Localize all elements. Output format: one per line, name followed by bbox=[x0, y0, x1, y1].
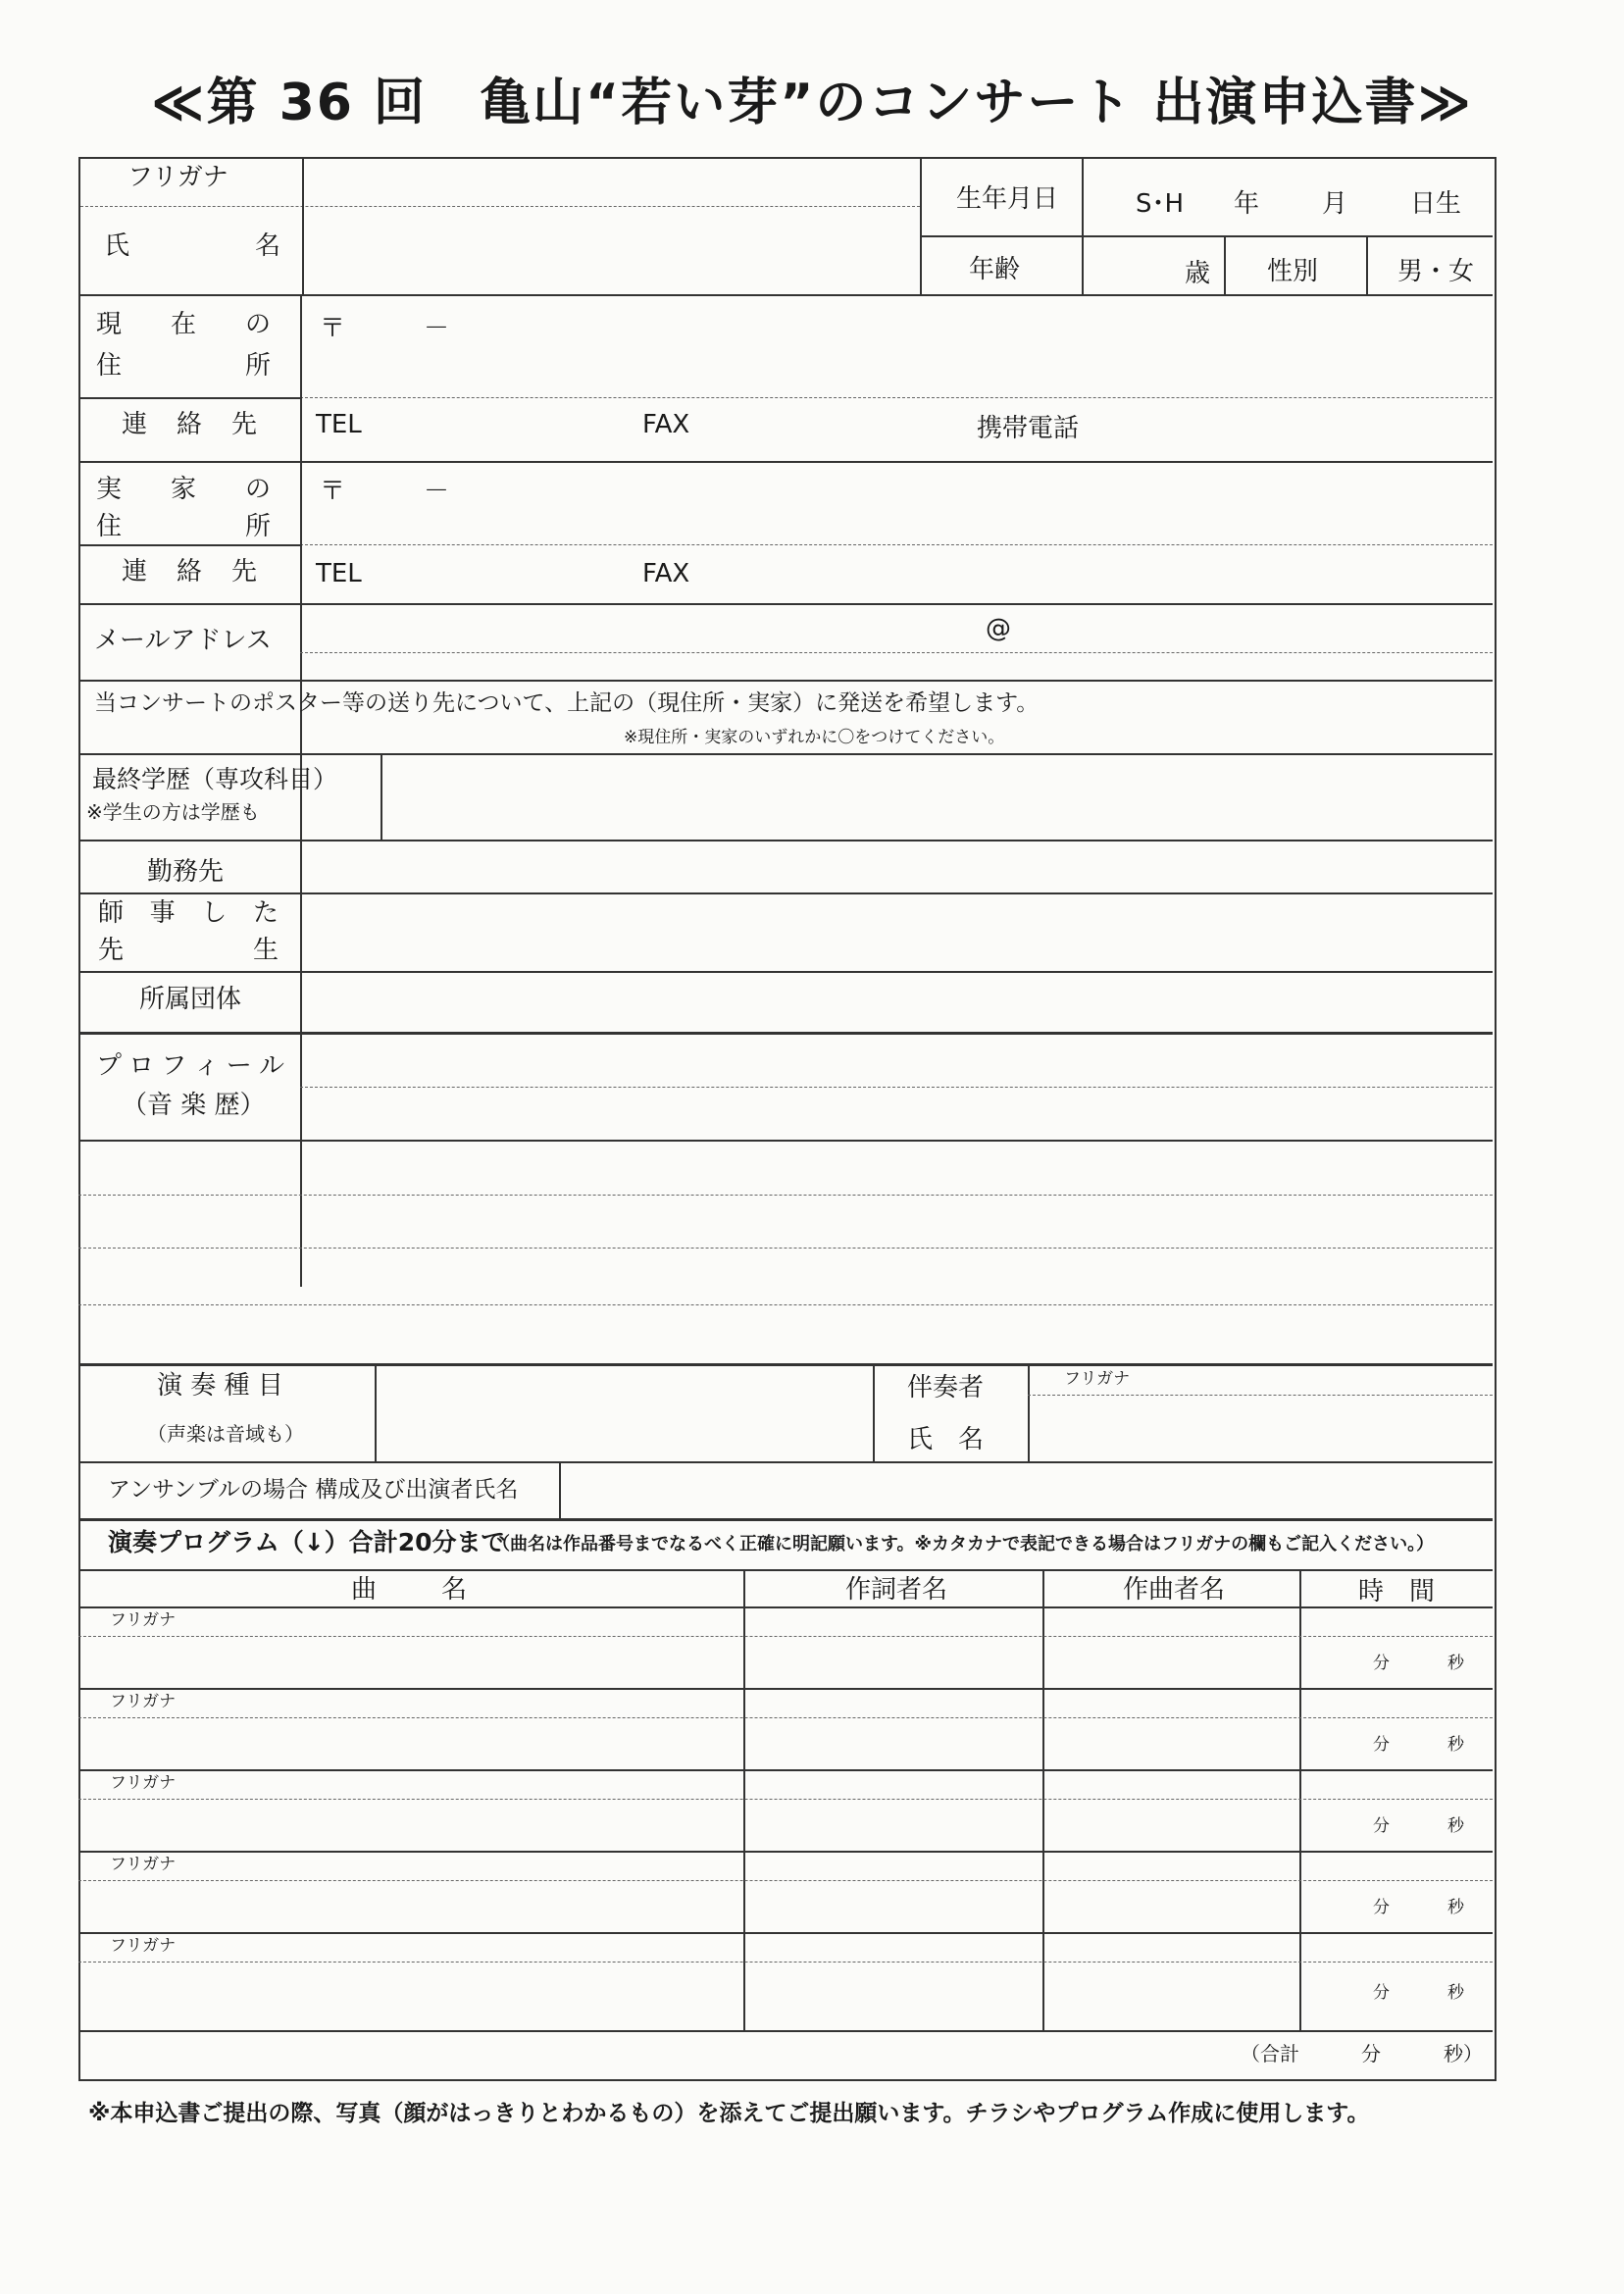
column-time-header: 時 間 bbox=[1358, 1577, 1436, 1606]
home-address-field[interactable] bbox=[314, 505, 1481, 544]
gender-options[interactable]: 男・女 bbox=[1397, 257, 1475, 286]
accompanist-furigana-label: フリガナ bbox=[1064, 1369, 1131, 1389]
program-row[interactable]: フリガナ 分 秒 bbox=[110, 1610, 1464, 1673]
group-label: 所属団体 bbox=[139, 985, 242, 1014]
home-postal-mark: 〒 bbox=[320, 477, 346, 506]
contact1-tel-label: TEL bbox=[316, 410, 362, 439]
program-row[interactable]: フリガナ 分 秒 bbox=[110, 1773, 1464, 1836]
email-label: メールアドレス bbox=[94, 626, 272, 655]
poster-destination-note: ※現住所・実家のいずれかに〇をつけてください。 bbox=[624, 728, 1005, 747]
birth-year-unit: 年 bbox=[1234, 189, 1260, 219]
education-label: 最終学歴（専攻科目） bbox=[92, 765, 338, 793]
birthdate-label: 生年月日 bbox=[956, 184, 1059, 214]
ensemble-field[interactable] bbox=[569, 1467, 1481, 1512]
program-heading-note: （曲名は作品番号までなるべく正確に明記願います。※カタカナで表記できる場合はフリガナの欄もご記入ください。） bbox=[492, 1534, 1435, 1555]
teacher-field[interactable] bbox=[314, 900, 1481, 965]
ensemble-label: アンサンブルの場合 構成及び出演者氏名 bbox=[108, 1477, 519, 1503]
gender-label: 性別 bbox=[1267, 257, 1319, 286]
contact2-fax-label: FAX bbox=[642, 559, 690, 588]
workplace-field[interactable] bbox=[314, 845, 1481, 889]
name-label: 氏 名 bbox=[104, 231, 280, 261]
teacher-label-top: 師 事 し た bbox=[98, 898, 279, 928]
total-time-open: （合計 bbox=[1241, 2042, 1299, 2065]
program-row[interactable]: フリガナ 分 秒 bbox=[110, 1936, 1464, 2003]
contact-label-2: 連 絡 先 bbox=[122, 557, 257, 586]
birth-era[interactable]: S･H bbox=[1136, 189, 1185, 219]
poster-destination-text: 当コンサートのポスター等の送り先について、上記の（現住所・実家）に発送を希望します。 bbox=[94, 690, 1040, 716]
birth-month-unit: 月 bbox=[1322, 189, 1348, 219]
furigana-divider bbox=[80, 206, 920, 207]
home-postal-dash: － bbox=[424, 477, 450, 506]
contact1-fax-label: FAX bbox=[642, 410, 690, 439]
email-at-sign: @ bbox=[986, 614, 1011, 643]
workplace-label: 勤務先 bbox=[147, 857, 225, 887]
column-lyricist-header: 作詞者名 bbox=[845, 1575, 948, 1605]
program-heading: 演奏プログラム（↓）合計20分まで bbox=[108, 1528, 506, 1556]
education-note: ※学生の方は学歴も bbox=[86, 800, 260, 824]
accompanist-label: 伴奏者 bbox=[907, 1373, 985, 1402]
current-postal-mark: 〒 bbox=[320, 314, 346, 343]
contact2-tel-label: TEL bbox=[316, 559, 362, 588]
total-time-seconds-unit: 秒） bbox=[1444, 2042, 1483, 2065]
birth-day-unit: 日生 bbox=[1410, 189, 1462, 219]
profile-label: プ ロ フ ィ ー ル bbox=[96, 1051, 284, 1081]
program-row[interactable]: フリガナ 分 秒 bbox=[110, 1692, 1464, 1755]
total-time-minutes-unit: 分 bbox=[1361, 2042, 1381, 2065]
accompanist-name-label: 氏 名 bbox=[907, 1425, 985, 1454]
current-address-label-bottom: 住 所 bbox=[96, 351, 271, 381]
group-field[interactable] bbox=[314, 977, 1481, 1022]
current-address-label-top: 現 在 の bbox=[96, 310, 271, 339]
current-address-field[interactable] bbox=[314, 343, 1481, 390]
age-unit: 歳 bbox=[1185, 259, 1211, 288]
home-address-label-bottom: 住 所 bbox=[96, 512, 271, 541]
teacher-label-bottom: 先 生 bbox=[98, 936, 279, 965]
performance-type-field[interactable] bbox=[382, 1369, 867, 1455]
column-composer-header: 作曲者名 bbox=[1123, 1575, 1226, 1605]
current-postal-dash: － bbox=[424, 314, 450, 343]
photo-submission-footnote: ※本申込書ご提出の際、写真（顔がはっきりとわかるもの）を添えてご提出願います。チラシやプログラム作成に使用します。 bbox=[88, 2101, 1370, 2126]
age-label: 年齢 bbox=[969, 255, 1021, 284]
performance-type-label: 演 奏 種 目 bbox=[157, 1371, 283, 1401]
form-title: ≪第 36 回 亀山“若い芽”のコンサート 出演申込書≫ bbox=[151, 74, 1473, 132]
column-title-header: 曲 名 bbox=[351, 1575, 467, 1605]
program-row[interactable]: フリガナ 分 秒 bbox=[110, 1855, 1464, 1917]
performance-type-note: （声楽は音域も） bbox=[147, 1422, 304, 1446]
home-address-label-top: 実 家 の bbox=[96, 475, 271, 504]
contact1-mobile-label: 携帯電話 bbox=[977, 414, 1080, 443]
furigana-label: フリガナ bbox=[127, 163, 228, 192]
accompanist-name-field[interactable] bbox=[1036, 1401, 1481, 1455]
contact-label-1: 連 絡 先 bbox=[122, 410, 257, 439]
education-field[interactable] bbox=[390, 760, 1479, 834]
profile-sublabel: （音 楽 歴） bbox=[122, 1091, 266, 1120]
name-field[interactable] bbox=[304, 210, 918, 292]
email-field[interactable] bbox=[314, 608, 1481, 645]
